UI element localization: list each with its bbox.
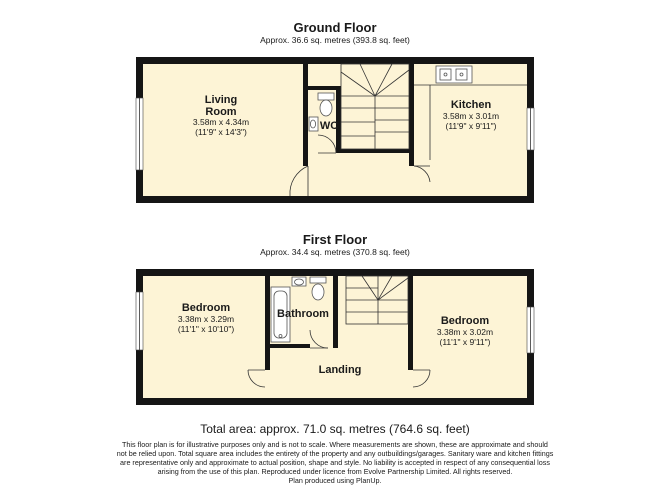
kitchen-name: Kitchen: [450, 99, 492, 111]
living-room-name-line1: Living: [204, 94, 238, 106]
kitchen-dim-imperial: (11'9" x 9'11"): [445, 121, 497, 131]
ground-wall-stair-bottom: [341, 149, 414, 153]
ground-floor-area: Approx. 36.6 sq. metres (393.8 sq. feet): [260, 35, 410, 45]
disclaimer-line: Plan produced using PlanUp.: [288, 476, 382, 485]
bedroom-right-dim-imperial: (11'1" x 9'11"): [439, 337, 491, 347]
first-wall-bathroom-bottom: [270, 344, 310, 348]
living-room-dim-imperial: (11'9" x 14'3"): [195, 127, 247, 137]
disclaimer-line: are representative only and approximate to actual position, shape and style. No liability is accepted in respect of any consequential loss: [120, 458, 550, 467]
living-room-dim-metric: 3.58m x 4.34m: [192, 117, 250, 127]
bedroom-right-name: Bedroom: [440, 315, 490, 327]
first-wall-top: [136, 269, 534, 276]
total-area: Total area: approx. 71.0 sq. metres (764.6 sq. feet): [200, 422, 470, 436]
ground-wall-bottom: [136, 196, 534, 203]
bedroom-left-name: Bedroom: [181, 302, 231, 314]
landing-name: Landing: [318, 364, 362, 376]
first-floor-title: First Floor: [302, 232, 368, 247]
kitchen-dim-metric: 3.58m x 3.01m: [442, 111, 500, 121]
ground-wall-living-partition: [303, 64, 308, 166]
bedroom-left-dim-imperial: (11'1" x 10'10"): [177, 324, 235, 334]
bathroom-basin: [292, 277, 306, 286]
disclaimer-line: not be relied upon. Total square area includes the entirety of the property and any outbuildings/garages. Sanitary ware and kitchen fittings: [116, 449, 554, 458]
ground-wall-top: [136, 57, 534, 64]
first-wall-bottom: [136, 398, 534, 405]
disclaimer-line: This floor plan is for illustrative purposes only and is not to scale. Where measurements are shown, these are approximate and should: [122, 440, 548, 449]
bathroom-name: Bathroom: [277, 308, 329, 320]
first-wall-bedroom-left-partition: [265, 276, 270, 370]
disclaimer-line: arising from the use of this plan. Reproduced under licence from Evolve Partnership Limited. All rights reserved.: [157, 467, 513, 476]
kitchen-sink: [436, 66, 472, 83]
ground-floor: [136, 20, 534, 203]
ground-floor-title: Ground Floor: [293, 20, 377, 35]
ground-wall-wc-top: [308, 86, 341, 90]
bedroom-right-dim-metric: 3.38m x 3.02m: [436, 327, 494, 337]
first-floor: [136, 232, 534, 405]
first-floor-area: Approx. 34.4 sq. metres (370.8 sq. feet): [260, 247, 410, 257]
bedroom-left-dim-metric: 3.38m x 3.29m: [177, 314, 235, 324]
disclaimer: [117, 440, 554, 485]
wc-basin: [309, 117, 318, 131]
ground-wall-kitchen-partition: [409, 64, 414, 166]
first-wall-bedroom-right-partition: [408, 276, 413, 370]
wc-name: WC: [319, 120, 339, 132]
living-room-name-line2: Room: [205, 106, 237, 118]
first-wall-bathroom-east: [333, 276, 338, 348]
